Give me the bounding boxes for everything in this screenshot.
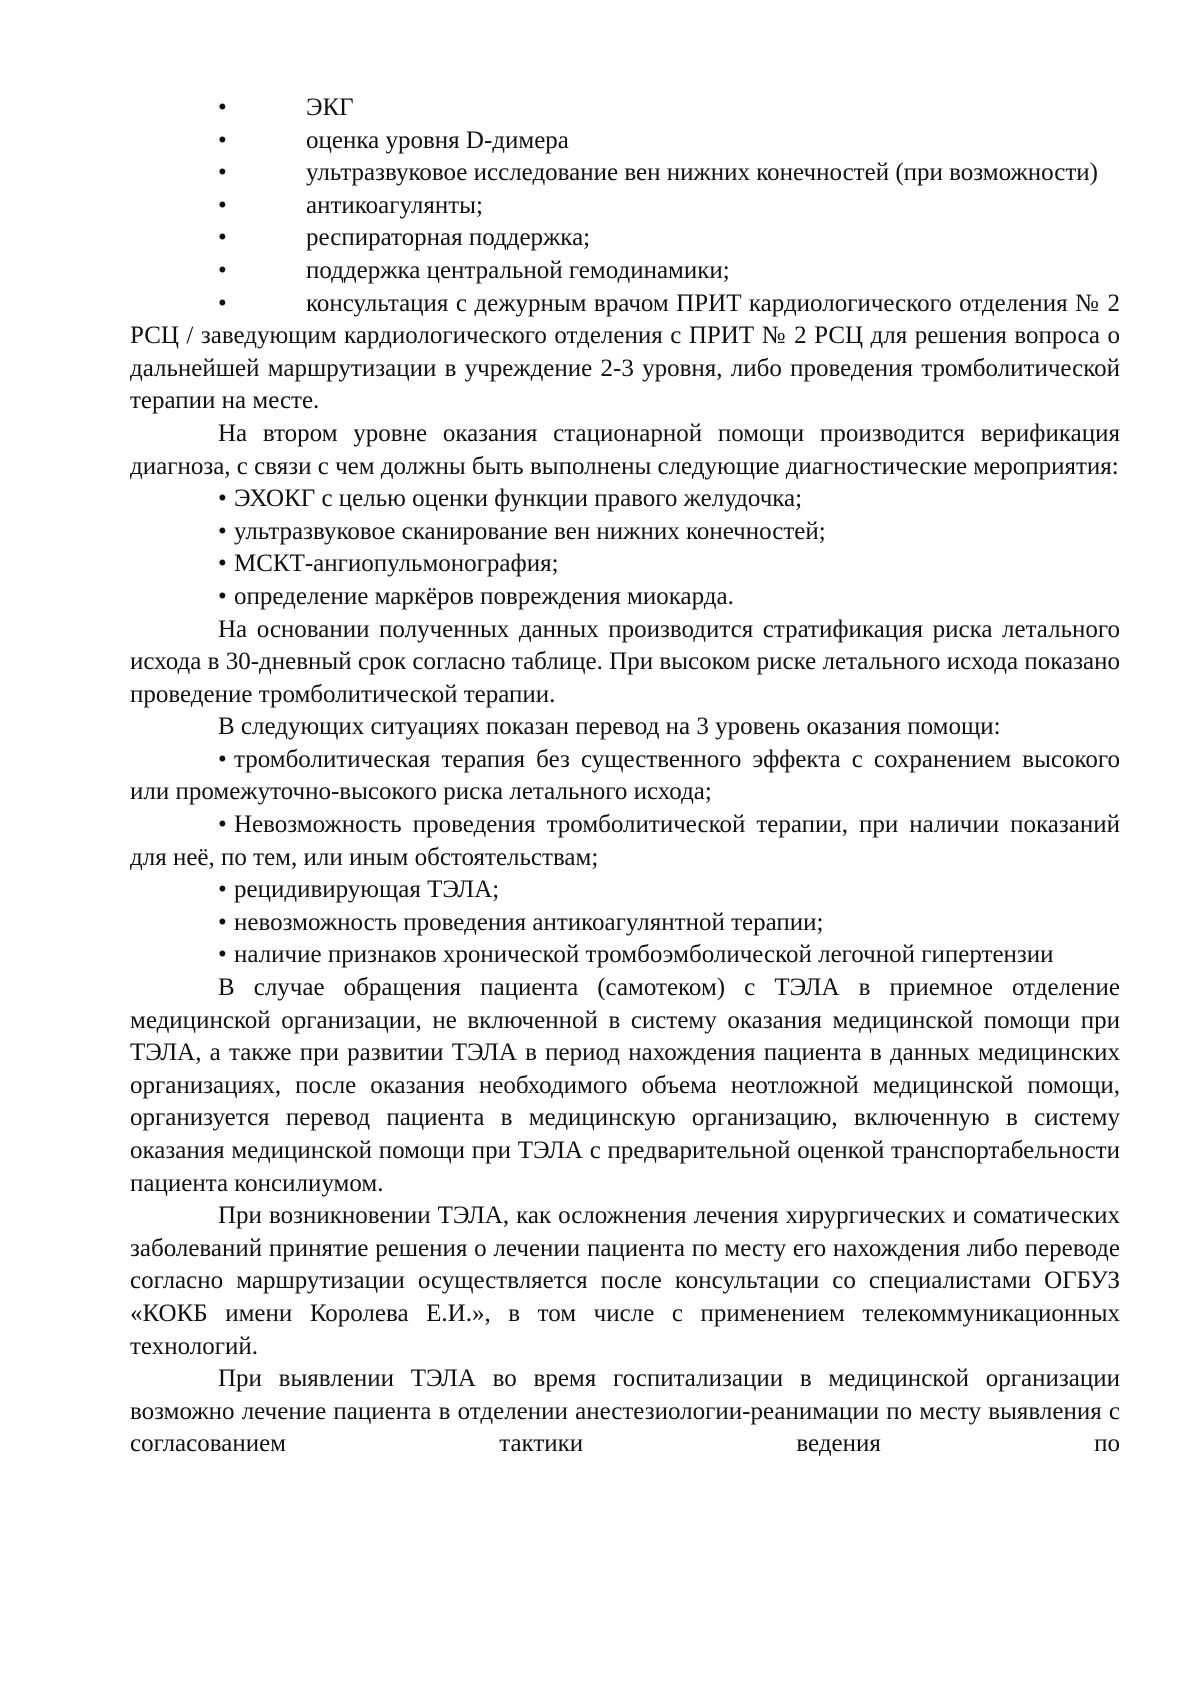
paragraph-level3-intro: В следующих ситуациях показан перевод на 3 уровень оказания помощи: [218, 713, 1001, 741]
paragraph-complication: При возникновении ТЭЛА, как осложнения лечения хирургических и соматических заболеваний принятие решения о лечении пациента по месту его нахождения либо переводе согласно маршрутизации осуществляется после консультации со специалистами ОГБУЗ «КОКБ имени Королева Е.И.», в том числе с применением телекоммуникационных технологий. [130, 1202, 1120, 1360]
list-item: • оценка уровня D-димера [130, 125, 1120, 158]
list-item: • консультация с дежурным врачом ПРИТ кардиологического отделения № 2 РСЦ / заведующим кардиологического отделения с ПРИТ № 2 РСЦ для решения вопроса о дальнейшей маршрутизации в учреждение 2-3 уровня, либо проведения тромболитической терапии на месте. [130, 289, 1120, 415]
list-item: • респираторная поддержка; [130, 222, 1120, 255]
list-item: • определение маркёров повреждения миокарда. [130, 581, 1120, 614]
list-item: • ультразвуковое исследование вен нижних конечностей (при возможности) [130, 157, 1120, 190]
list-item: • ЭХОКГ с целью оценки функции правого желудочка; [130, 483, 1120, 516]
bullet-list-level3-transfer [130, 744, 1120, 972]
bullet-icon: • [218, 191, 227, 219]
list-item: • ЭКГ [130, 92, 1120, 125]
bullet-icon: • [218, 550, 227, 578]
list-item: • Невозможность проведения тромболитической терапии, при наличии показаний для неё, по тем, или иным обстоятельствам; [130, 811, 1120, 871]
bullet-icon: • [218, 517, 227, 545]
bullet-icon: • [218, 159, 227, 187]
bullet-icon: • [218, 485, 227, 513]
bullet-icon: • [218, 94, 227, 121]
bullet-icon: • [218, 224, 227, 252]
list-item: • поддержка центральной гемодинамики; [130, 255, 1120, 288]
bullet-icon: • [218, 908, 227, 936]
bullet-icon: • [218, 256, 227, 284]
list-item: • МСКТ-ангиопульмонография; [130, 548, 1120, 581]
bullet-icon: • [218, 941, 227, 969]
bullet-icon: • [218, 876, 227, 904]
list-item: • антикоагулянты; [130, 190, 1120, 223]
bullet-icon: • [218, 289, 227, 317]
paragraph-risk-stratification: На основании полученных данных производится стратификация риска летального исхода в 30-дневный срок согласно таблице. При высоком риске летального исхода показано проведение тромболитической терапии. [130, 615, 1120, 708]
bullet-icon: • [218, 582, 227, 610]
list-item: • тромболитическая терапия без существенного эффекта с сохранением высокого или промежуточно-высокого риска летального исхода; [130, 745, 1120, 806]
list-item: • рецидивирующая ТЭЛА; [130, 874, 1120, 907]
bullet-icon: • [218, 811, 227, 839]
paragraph-self-referral: В случае обращения пациента (самотеком) с ТЭЛА в приемное отделение медицинской организации, не включенной в систему оказания медицинской помощи при ТЭЛА, а также при развитии ТЭЛА в период нахождения пациента в данных медицинских организациях, после оказания необходимого объема неотложной медицинской помощи, организуется перевод пациента в медицинскую организацию, включенную в систему оказания медицинской помощи при ТЭЛА с предварительной оценкой транспортабельности пациента консилиумом. [130, 974, 1120, 1197]
document-page [130, 92, 1120, 1461]
list-item: • ультразвуковое сканирование вен нижних конечностей; [130, 516, 1120, 549]
bullet-list-initial-measures [130, 92, 1120, 418]
paragraph-hospitalization: При выявлении ТЭЛА во время госпитализации в медицинской организации возможно лечение пациента в отделении анестезиологии-реанимации по месту выявления с согласованием тактики ведения по [130, 1365, 1120, 1458]
bullet-list-level2-diagnostics [130, 483, 1120, 613]
bullet-icon: • [218, 126, 227, 154]
bullet-icon: • [218, 745, 227, 773]
paragraph-level2: На втором уровне оказания стационарной помощи производится верификация диагноза, с связи с чем должны быть выполнены следующие диагностические мероприятия: [130, 419, 1120, 480]
list-item: • наличие признаков хронической тромбоэмболической легочной гипертензии [130, 939, 1120, 972]
list-item: • невозможность проведения антикоагулянтной терапии; [130, 907, 1120, 940]
